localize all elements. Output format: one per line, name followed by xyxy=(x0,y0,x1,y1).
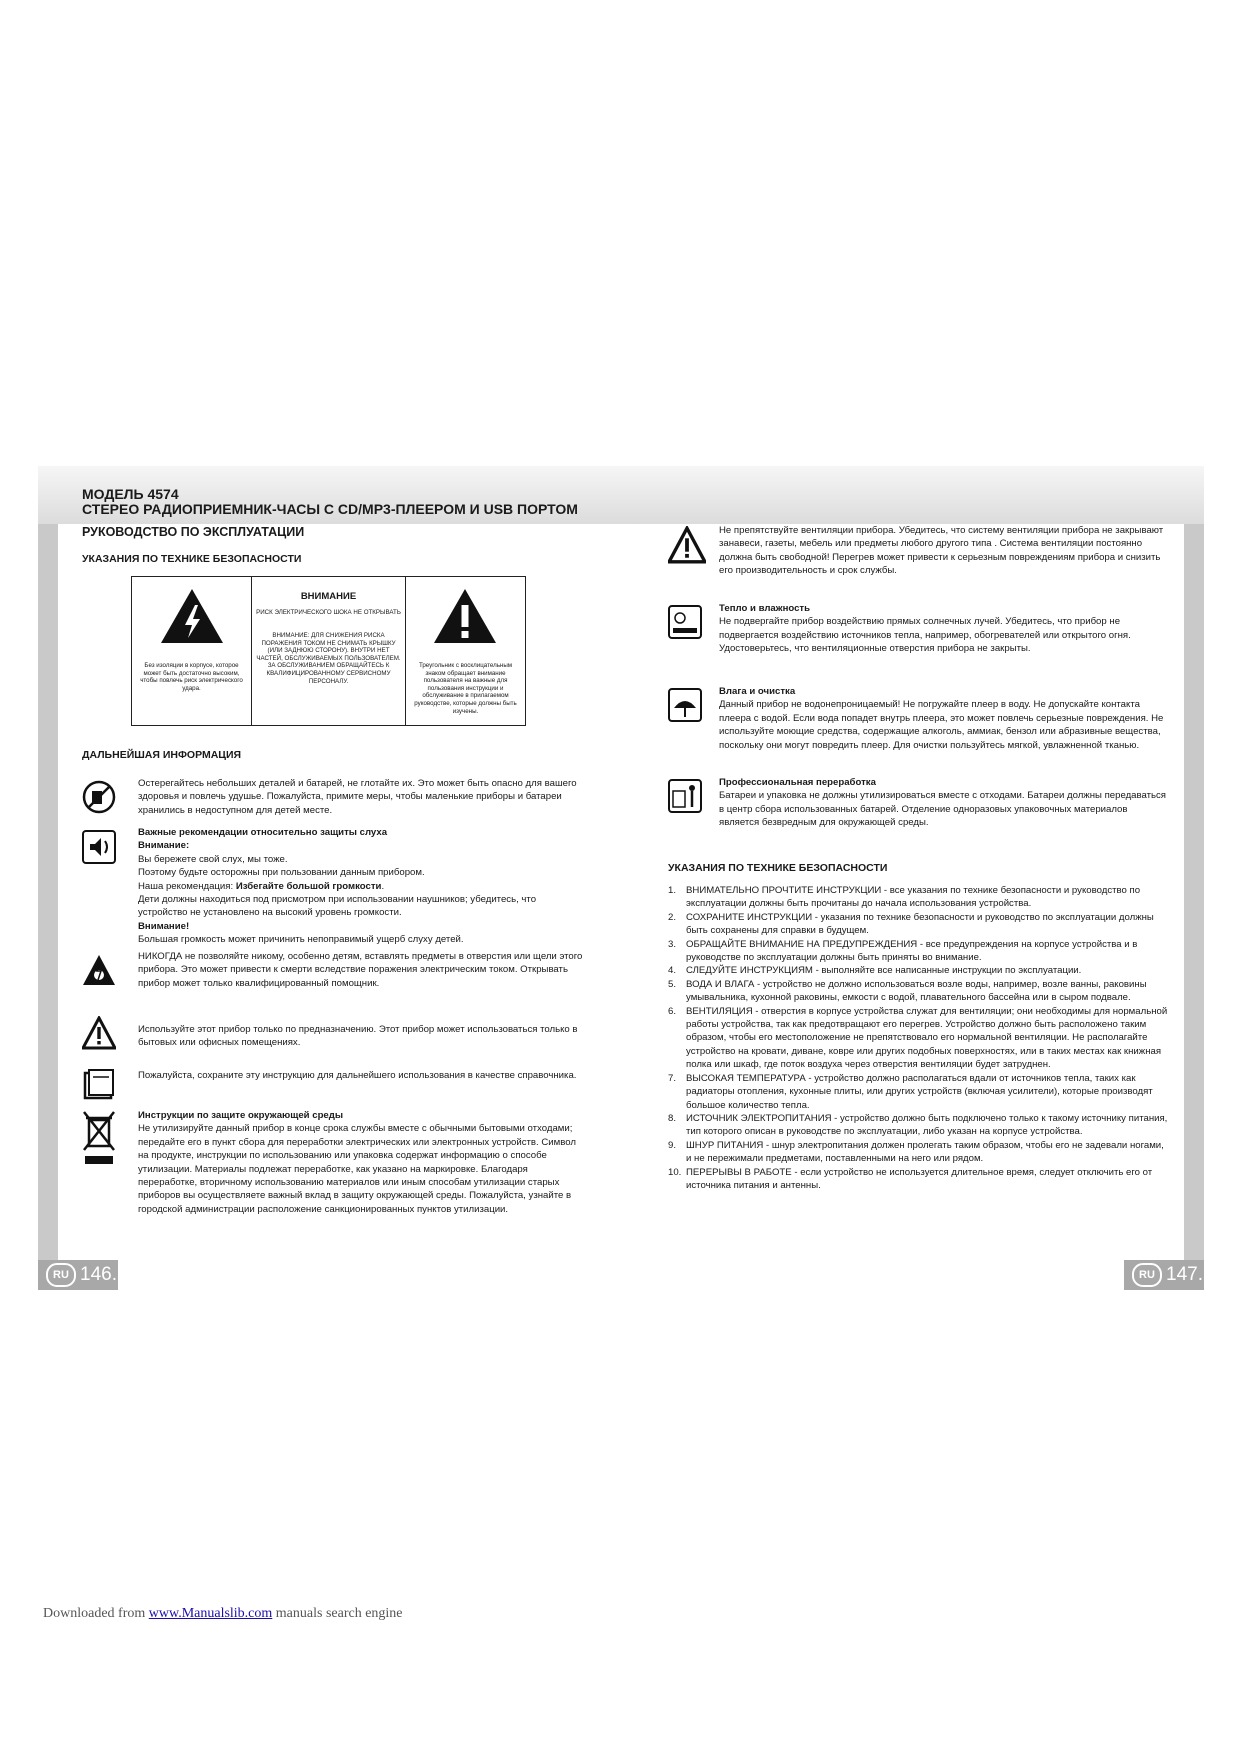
safety-title-left: УКАЗАНИЯ ПО ТЕХНИКЕ БЕЗОПАСНОСТИ xyxy=(82,553,302,565)
ventilation-text: Не препятствуйте вентиляции прибора. Убедитесь, что систему вентиляции прибора не закрывают занавеси, газеты, мебель или предметы любого другого типа . Система вентиляции постоянно должна быть свободной! Перегрев может привести к серьезным повреждениям прибора и снизить его производительность и срок службы. xyxy=(719,525,1164,577)
purpose-text: Используйте этот прибор только по предназначению. Этот прибор может использоваться только в бытовых или офисных помещениях. xyxy=(138,1024,578,1049)
right-edge-strip xyxy=(1184,524,1204,1260)
page-number-left: 146. xyxy=(80,1264,117,1285)
environment-block xyxy=(138,1109,588,1216)
recycling-title: Профессиональная переработка xyxy=(719,777,876,788)
hearing-title: Важные рекомендации относительно защиты слуха xyxy=(138,827,388,838)
hearing-line-2: Поэтому будьте осторожны при пользовании данным прибором. xyxy=(138,867,425,879)
model-title: МОДЕЛЬ 4574 xyxy=(82,486,179,502)
hearing-attention-2: Внимание! xyxy=(138,920,190,932)
manual-spread xyxy=(38,466,1204,1290)
list-item xyxy=(668,1112,1168,1139)
warning-box-right-text: Треугольник с восклицательным знаком обращает внимание пользователя на важные для пользования инструкции и обслуживание в прилагаемом руководстве, которые должны быть изучены. xyxy=(414,662,517,715)
hearing-line-3-bold: Избегайте большой громкости xyxy=(235,880,382,892)
warning-box-title: ВНИМАНИЕ xyxy=(300,591,357,602)
list-item-number: 7. xyxy=(668,1072,677,1084)
list-item-text: ОБРАЩАЙТЕ ВНИМАНИЕ НА ПРЕДУПРЕЖДЕНИЯ - все предупреждения на корпусе устройства и в руководстве по эксплуатации должны быть приняты во внимание. xyxy=(686,938,1138,964)
list-item xyxy=(668,1166,1168,1193)
safety-instructions-list xyxy=(668,884,1168,1192)
small-parts-text: Остерегайтесь небольших деталей и батарей, не глотайте их. Это может быть опасно для вашего здоровья и повлечь удушье. Пожалуйста, примите меры, чтобы маленькие приборы и батареи хранились в недоступном для детей месте. xyxy=(138,778,577,816)
download-footer xyxy=(43,1606,403,1622)
list-item-text: ВЕНТИЛЯЦИЯ - отверстия в корпусе устройства служат для вентиляции; они необходимы для нормальной работы устройства, так как предотвращают его перегрев. Устройство должно быть расположено таким образом, чтобы его местоположение не препятствовало его нормальной вентиляции. Не располагайте устройство на кровати, диване, ковре или других подобных поверхностях, или в таких местах как книжная полка или шкаф, где поток воздуха через отверстия вентиляции будет затруднен. xyxy=(686,1005,1168,1071)
footer-prefix: Downloaded from xyxy=(43,1606,149,1621)
language-badge: RU xyxy=(46,1263,76,1287)
left-edge-strip xyxy=(38,524,58,1260)
list-item-text: ШНУР ПИТАНИЯ - шнур электропитания должен пролегать таким образом, чтобы его не задевали ногами, и не пережимали предметами, поставленными на него или рядом. xyxy=(686,1139,1164,1165)
ventilation-caution-icon xyxy=(668,526,706,564)
warning-box xyxy=(131,576,526,726)
moisture-icon xyxy=(668,688,702,722)
never-text: НИКОГДА не позволяйте никому, особенно детям, вставлять предметы в отверстия или щели этого прибора. Это может привести к смерти вследствие поражения электрическим током. Открывать прибор может только квалифицированный помощник. xyxy=(138,951,583,989)
list-item-text: СЛЕДУЙТЕ ИНСТРУКЦИЯМ - выполняйте все написанные инструкции по эксплуатации. xyxy=(686,965,1082,977)
list-item xyxy=(668,911,1168,938)
list-item-text: ИСТОЧНИК ЭЛЕКТРОПИТАНИЯ - устройство должно быть подключено только к такому источнику питания, тип которого описан в руководстве по эксплуатации, либо указан на корпусе устройства. xyxy=(686,1112,1168,1138)
right-page-footer xyxy=(1124,1260,1204,1290)
manualslib-link[interactable]: www.Manualslib.com xyxy=(148,1606,273,1621)
footer-suffix: manuals search engine xyxy=(272,1606,403,1621)
environment-text: Не утилизируйте данный прибор в конце срока службы вместе с обычными бытовыми отходами; передайте его в пункт сбора для переработки электрических или электронных устройств. Символ на продукте, инструкции по использованию или упаковка содержат информацию о способе утилизации. Материалы подлежат переработке, как указано на маркировке. Благодаря переработке, вторичному использованию материалов или иным способам утилизации старых приборов вы осуществляете важный вклад в защиту окружающей среды. Пожалуйста, узнайте в городской администрации расположение санкционированных пунктов утилизации. xyxy=(138,1123,576,1215)
list-item xyxy=(668,884,1168,911)
list-item xyxy=(668,938,1168,965)
manual-book-icon xyxy=(82,1068,116,1102)
caution-icon xyxy=(82,1016,116,1050)
list-item-number: 4. xyxy=(668,965,677,977)
list-item-number: 2. xyxy=(668,911,677,923)
list-item-number: 1. xyxy=(668,885,677,896)
exclamation-warning-icon xyxy=(432,587,498,645)
list-item-text: ПЕРЕРЫВЫ В РАБОТЕ - если устройство не используется длительное время, следует отключить его от источника питания и антенны. xyxy=(686,1166,1153,1191)
hearing-line-4: Дети должны находиться под присмотром при использовании наушников; убедитесь, что устройство не установлено на высокий уровень громкости. xyxy=(138,894,537,919)
lightning-warning-icon xyxy=(159,587,225,645)
safety-title-right: УКАЗАНИЯ ПО ТЕХНИКЕ БЕЗОПАСНОСТИ xyxy=(668,862,888,874)
list-item-number: 6. xyxy=(668,1005,677,1017)
warning-box-left xyxy=(132,577,252,725)
list-item-text: ВНИМАТЕЛЬНО ПРОЧТИТЕ ИНСТРУКЦИИ - все указания по технике безопасности и руководство по эксплуатации должны быть прочитаны до начала использования устройства. xyxy=(686,885,1141,910)
list-item-number: 9. xyxy=(668,1139,677,1151)
list-item-text: ВОДА И ВЛАГА - устройство не должно использоваться возле воды, например, возле ванны, раковины умывальника, кухонной раковины, емкости с водой, плавательного бассейна или в сыром подвале. xyxy=(686,978,1147,1004)
no-small-parts-icon xyxy=(82,780,116,814)
recycling-block xyxy=(719,776,1169,830)
list-item-text: СОХРАНИТЕ ИНСТРУКЦИИ - указания по технике безопасности и руководство по эксплуатации должны быть сохранены для справки в будущем. xyxy=(686,911,1154,937)
weee-bin-icon xyxy=(82,1110,116,1168)
hearing-line-1: Вы бережете свой слух, мы тоже. xyxy=(138,853,288,865)
electric-hazard-icon xyxy=(82,953,116,987)
manual-title: РУКОВОДСТВО ПО ЭКСПЛУАТАЦИИ xyxy=(82,525,305,539)
warning-box-sub: РИСК ЭЛЕКТРИЧЕСКОГО ШОКА НЕ ОТКРЫВАТЬ xyxy=(256,609,401,616)
warning-box-right xyxy=(406,577,525,725)
recycling-icon xyxy=(668,779,702,813)
moisture-block xyxy=(719,685,1169,752)
hearing-block xyxy=(138,826,588,947)
left-page-footer xyxy=(38,1260,118,1290)
heat-humidity-icon xyxy=(668,605,702,639)
warning-box-left-text: Без изоляции в корпусе, которое может быть достаточно высоким, чтобы повлечь риск электрического удара. xyxy=(140,662,243,692)
moisture-title: Влага и очистка xyxy=(719,686,796,697)
list-item xyxy=(668,1139,1168,1166)
heat-block xyxy=(719,602,1169,656)
hearing-line-3-prefix: Наша рекомендация: xyxy=(138,880,236,892)
keep-manual-text: Пожалуйста, сохраните эту инструкцию для дальнейшего использования в качестве справочника. xyxy=(138,1070,577,1081)
hearing-protection-icon xyxy=(82,830,116,864)
list-item xyxy=(668,1072,1168,1112)
language-badge: RU xyxy=(1132,1263,1162,1287)
hearing-line-5: Большая громкость может причинить непоправимый ущерб слуху детей. xyxy=(138,934,464,946)
list-item xyxy=(668,978,1168,1005)
moisture-text: Данный прибор не водонепроницаемый! Не погружайте плеер в воду. Не допускайте контакта плеера с водой. Если вода попадет внутрь плеера, это может повлечь серьезные повреждения. Не используйте моющие средства, содержащие алкоголь, аммиак, бензол или абразивные вещества, поскольку они могут повредить плеер. Для очистки пользуйтесь мягкой, увлажненной тканью. xyxy=(719,699,1164,751)
list-item-number: 10. xyxy=(668,1166,682,1178)
list-item-text: ВЫСОКАЯ ТЕМПЕРАТУРА - устройство должно располагаться вдали от источников тепла, таких как радиаторы отопления, кухонные плиты, или других устройств (включая усилители), которые производят большое количество тепла. xyxy=(686,1072,1153,1111)
list-item xyxy=(668,964,1168,977)
product-subtitle: СТЕРЕО РАДИОПРИЕМНИК-ЧАСЫ С CD/MP3-ПЛЕЕРОМ И USB ПОРТОМ xyxy=(82,501,578,517)
page-number-right: 147. xyxy=(1166,1264,1203,1285)
environment-title: Инструкции по защите окружающей среды xyxy=(138,1110,344,1121)
heat-title: Тепло и влажность xyxy=(719,603,811,614)
list-item-number: 8. xyxy=(668,1112,677,1124)
hearing-line-3: Наша рекомендация: Избегайте большой громкости. xyxy=(138,880,385,892)
recycling-text: Батареи и упаковка не должны утилизироваться вместе с отходами. Батареи должны передаваться в центр сбора использованных батарей. Отделение одноразовых упаковочных материалов является безвредным для окружающей среды. xyxy=(719,790,1167,829)
more-info-title: ДАЛЬНЕЙШАЯ ИНФОРМАЦИЯ xyxy=(82,749,242,761)
heat-text: Не подвергайте прибор воздействию прямых солнечных лучей. Убедитесь, что прибор не подвергается воздействию источников тепла, например, обогревателей или открытого огня. Удостоверьтесь, что вентиляционные отверстия прибора не закрыты. xyxy=(719,616,1131,655)
list-item-number: 3. xyxy=(668,938,677,950)
list-item xyxy=(668,1005,1168,1072)
list-item-number: 5. xyxy=(668,978,677,990)
hearing-attention-1: Внимание: xyxy=(138,840,190,852)
warning-box-mid xyxy=(252,577,406,725)
warning-box-mid-text: ВНИМАНИЕ: ДЛЯ СНИЖЕНИЯ РИСКА ПОРАЖЕНИЯ ТОКОМ НЕ СНИМАТЬ КРЫШКУ (ИЛИ ЗАДНЮЮ СТОРОНУ). ВНУТРИ НЕТ ЧАСТЕЙ, ОБСЛУЖИВАЕМЫХ ПОЛЬЗОВАТЕЛЕМ. ЗА ОБСЛУЖИВАНИЕМ ОБРАЩАЙТЕСЬ К КВАЛИФИЦИРОВАННОМУ СЕРВИСНОМУ ПЕРСОНАЛУ. xyxy=(256,632,401,685)
